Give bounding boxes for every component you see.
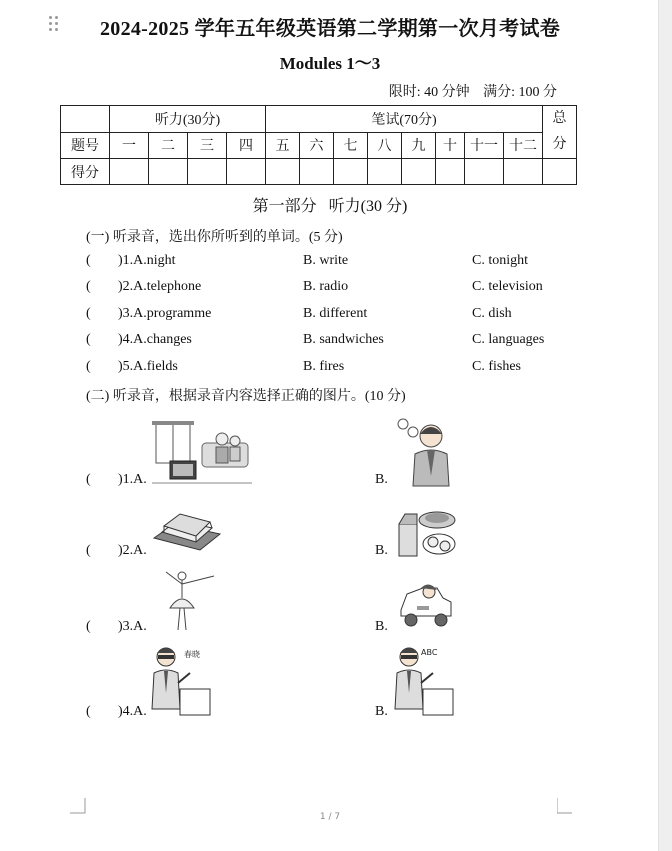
family-watching-tv-image bbox=[152, 421, 252, 487]
col-header: 二 bbox=[149, 132, 188, 159]
score-cell bbox=[436, 159, 465, 185]
row-label-number: 题号 bbox=[61, 132, 110, 159]
scrollbar[interactable] bbox=[658, 0, 672, 851]
picture-option-label: B. bbox=[375, 704, 388, 719]
time-limit: 限时: 40 分钟 bbox=[388, 85, 470, 100]
ballet-dancer-image bbox=[160, 568, 218, 634]
question-row: ( )4.A.changes B. sandwiches C. languages bbox=[86, 332, 545, 347]
breakfast-food-image bbox=[397, 508, 461, 560]
total-header: 总分 bbox=[543, 106, 577, 159]
teacher-english-board-image bbox=[393, 643, 455, 719]
score-cell bbox=[300, 159, 334, 185]
score-cell bbox=[188, 159, 227, 185]
col-header: 四 bbox=[227, 132, 266, 159]
section1-heading: (一) 听录音，选出你所听到的单词。(5 分) bbox=[86, 230, 343, 245]
score-cell bbox=[465, 159, 504, 185]
picture-option-label: B. bbox=[375, 543, 388, 558]
col-header: 九 bbox=[402, 132, 436, 159]
score-cell bbox=[504, 159, 543, 185]
full-marks: 满分: 100 分 bbox=[483, 85, 557, 100]
score-cell bbox=[227, 159, 266, 185]
row-label-score: 得分 bbox=[61, 159, 110, 185]
score-table-corner bbox=[61, 106, 110, 133]
question-row: ( )5.A.fields B. fires C. fishes bbox=[86, 359, 521, 374]
score-cell bbox=[402, 159, 436, 185]
score-cell bbox=[266, 159, 300, 185]
question-row: ( )3.A.programme B. different C. dish bbox=[86, 306, 512, 321]
page-number: 1 / 7 bbox=[319, 812, 341, 822]
section2-heading: (二) 听录音，根据录音内容选择正确的图片。(10 分) bbox=[86, 389, 406, 404]
page-subtitle: Modules 1～3 bbox=[279, 54, 381, 73]
picture-option-label: B. bbox=[375, 619, 388, 634]
score-table bbox=[60, 105, 577, 185]
col-header: 十 bbox=[436, 132, 465, 159]
col-header: 五 bbox=[266, 132, 300, 159]
col-header: 三 bbox=[188, 132, 227, 159]
picture-question-label: ( )3.A. bbox=[86, 619, 147, 634]
page-title: 2024-2025 学年五年级英语第二学期第一次月考试卷 bbox=[99, 18, 561, 40]
question-row: ( )1.A.night B. write C. tonight bbox=[86, 253, 529, 268]
picture-question-label: ( )4.A. bbox=[86, 704, 147, 719]
col-header: 一 bbox=[110, 132, 149, 159]
col-header: 十二 bbox=[504, 132, 543, 159]
score-cell bbox=[149, 159, 188, 185]
board-caption-chunxiao: 春晓 bbox=[184, 650, 200, 659]
board-caption-abc: ABC bbox=[421, 648, 438, 657]
part-title: 第一部分 听力(30 分) bbox=[252, 198, 408, 215]
score-cell bbox=[543, 159, 577, 185]
picture-question-label: ( )2.A. bbox=[86, 543, 147, 558]
col-header: 八 bbox=[368, 132, 402, 159]
question-row: ( )2.A.telephone B. radio C. television bbox=[86, 279, 543, 294]
picture-question-label: ( )1.A. bbox=[86, 472, 147, 487]
woman-driving-car-image bbox=[397, 574, 453, 630]
exam-limits bbox=[379, 81, 557, 101]
col-header: 十一 bbox=[465, 132, 504, 159]
teacher-chinese-board-image bbox=[150, 643, 212, 719]
sandwich-plate-image bbox=[152, 510, 222, 554]
thinking-man-image bbox=[393, 416, 453, 488]
listening-header: 听力(30分) bbox=[110, 106, 266, 133]
score-cell bbox=[334, 159, 368, 185]
score-cell bbox=[368, 159, 402, 185]
col-header: 七 bbox=[334, 132, 368, 159]
col-header: 六 bbox=[300, 132, 334, 159]
picture-option-label: B. bbox=[375, 472, 388, 487]
written-header: 笔试(70分) bbox=[266, 106, 543, 133]
score-cell bbox=[110, 159, 149, 185]
